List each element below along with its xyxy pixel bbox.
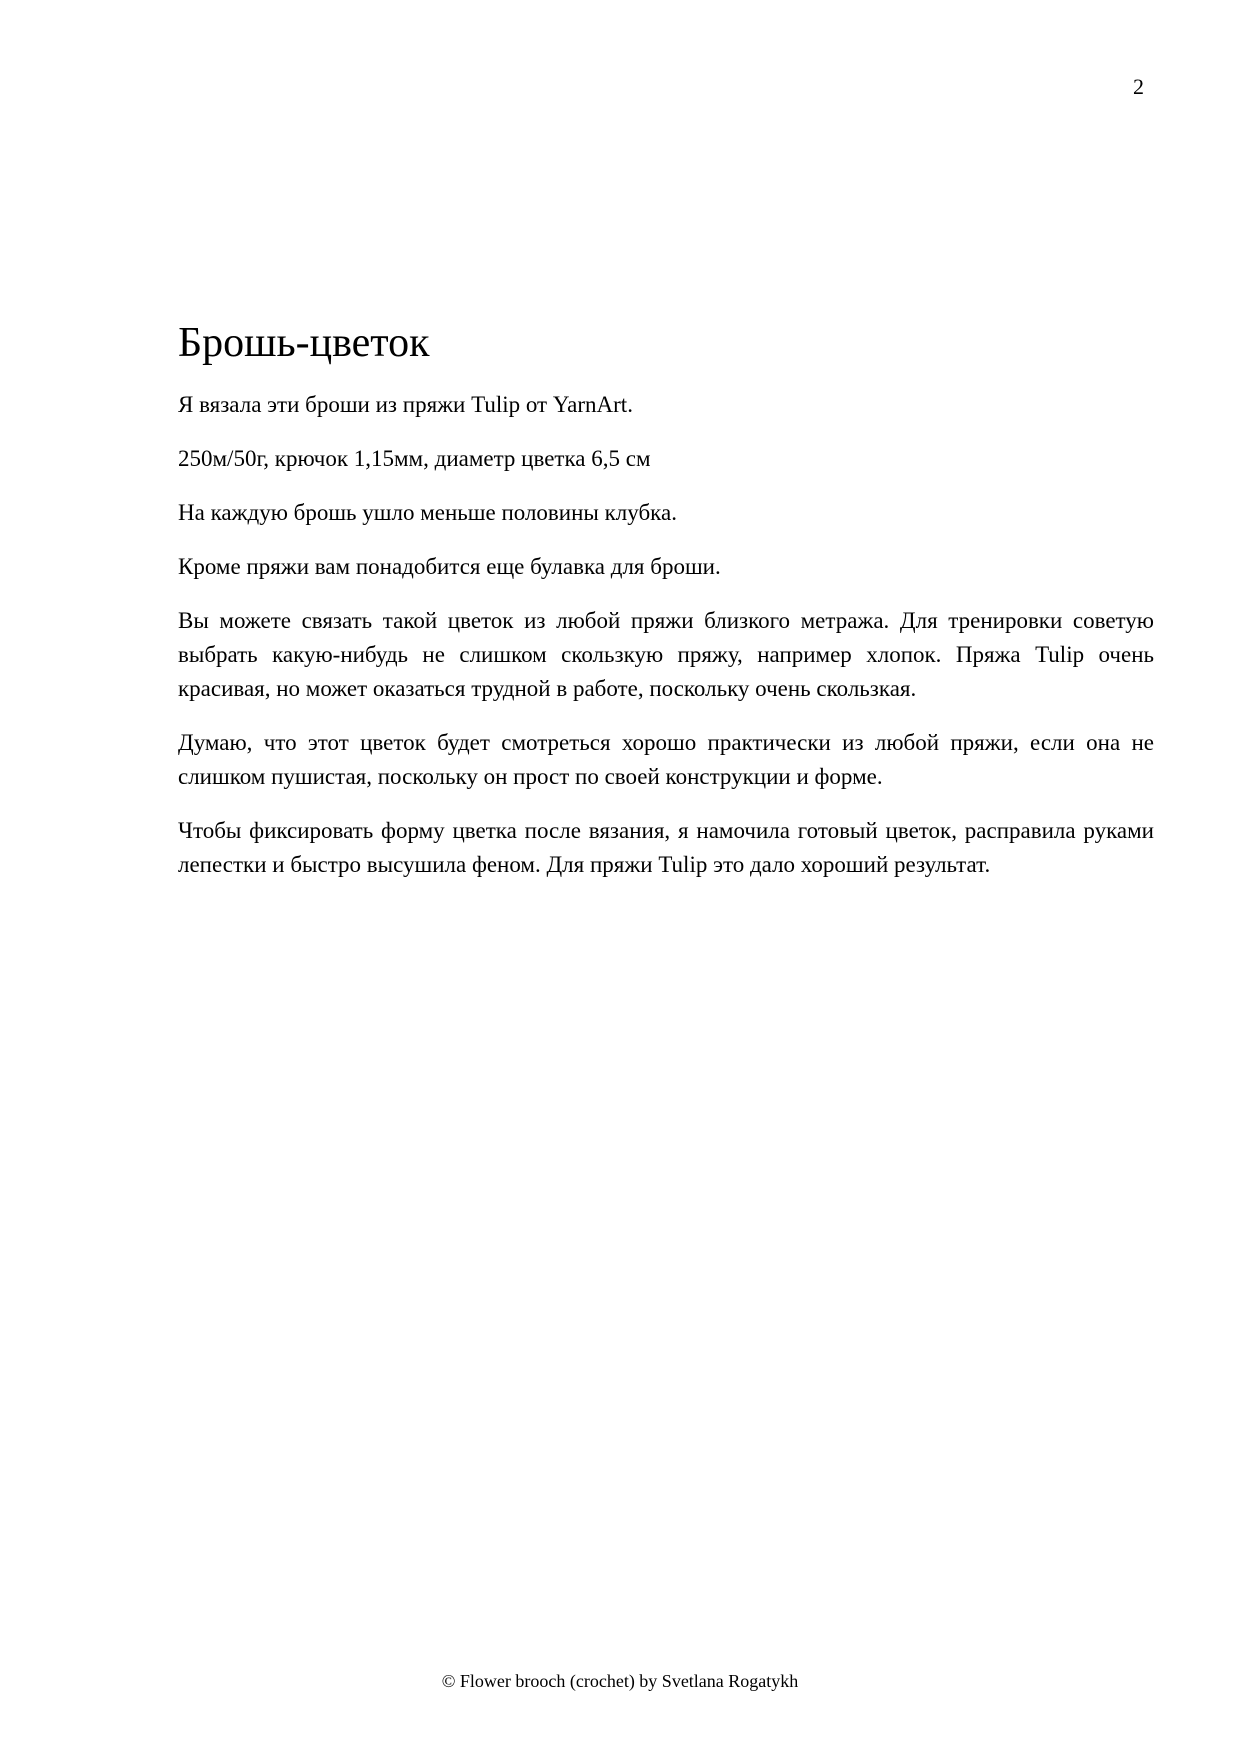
page-number: 2 [1133, 74, 1144, 99]
paragraph-yarn: Я вязала эти броши из пряжи Tulip от YarnArt. [178, 392, 633, 418]
paragraph-finishing: Чтобы фиксировать форму цветка после вязания, я намочила готовый цветок, расправила руками лепестки и быстро высушила феном. Для пряжи Tulip это дало хороший результат. [178, 818, 1154, 878]
paragraph-amount: На каждую брошь ушло меньше половины клубка. [178, 500, 677, 526]
page-footer: © Flower brooch (crochet) by Svetlana Rogatykh [441, 1671, 799, 1691]
paragraph-pin: Кроме пряжи вам понадобится еще булавка для броши. [178, 554, 721, 580]
paragraph-specs: 250м/50г, крючок 1,15мм, диаметр цветка 6,5 см [178, 446, 651, 472]
paragraph-alternatives: Вы можете связать такой цветок из любой пряжи близкого метража. Для тренировки советую выбрать какую-нибудь не слишком скользкую пряжу, например хлопок. Пряжа Tulip очень красивая, но может оказаться трудной в работе, поскольку очень скользкая. [178, 608, 1154, 702]
paragraph-opinion: Думаю, что этот цветок будет смотреться хорошо практически из любой пряжи, если она не слишком пушистая, поскольку он прост по своей конструкции и форме. [178, 730, 1154, 790]
document-body [178, 318, 1154, 902]
document-title: Брошь-цветок [178, 320, 430, 366]
